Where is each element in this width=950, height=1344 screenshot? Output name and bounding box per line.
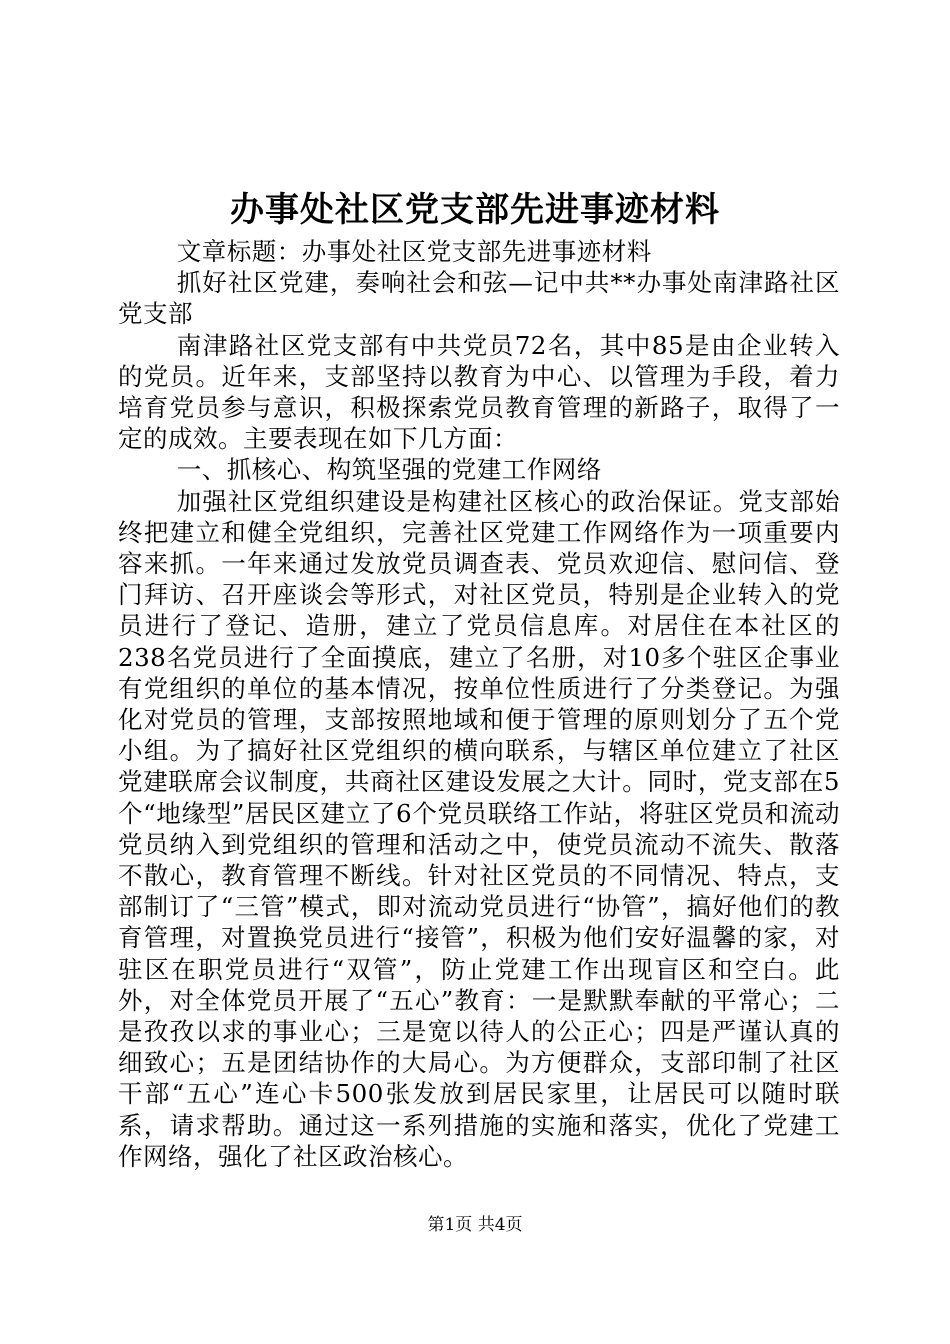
intro-paragraph: 南津路社区党支部有中共党员72名，其中85是由企业转入的党员。近年来，支部坚持以教育为中心、以管理为手段，着力培育党员参与意识，积极探索党员教育管理的新路子，取得了一定的成效。主要表现在如下几方面： [118, 330, 840, 454]
section-heading: 一、抓核心、构筑坚强的党建工作网络 [176, 455, 602, 485]
body-paragraph: 加强社区党组织建设是构建社区核心的政治保证。党支部始终把建立和健全党组织，完善社区党建工作网络作为一项重要内容来抓。一年来通过发放党员调查表、党员欢迎信、慰问信、登门拜访、召开座谈会等形式，对社区党员，特别是企业转入的党员进行了登记、造册，建立了党员信息库。对居住在本社区的238名党员进行了全面摸底，建立了名册，对10多个驻区企事业有党组织的单位的基本情况，按单位性质进行了分类登记。为强化对党员的管理，支部按照地域和便于管理的原则划分了五个党小组。为了搞好社区党组织的横向联系，与辖区单位建立了社区党建联席会议制度，共商社区建设发展之大计。同时，党支部在5个“地缘型”居民区建立了6个党员联络工作站，将驻区党员和流动党员纳入到党组织的管理和活动之中，使党员流动不流失、散落不散心，教育管理不断线。针对社区党员的不同情况、特点，支部制订了“三管”模式，即对流动党员进行“协管”，搞好他们的教育管理，对置换党员进行“接管”，积极为他们安好温馨的家，对驻区在职党员进行“双管”，防止党建工作出现盲区和空白。此外，对全体党员开展了“五心”教育：一是默默奉献的平常心；二是孜孜以求的事业心；三是宽以待人的公正心；四是严谨认真的细致心；五是团结协作的大局心。为方便群众，支部印制了社区干部“五心”连心卡500张发放到居民家里，让居民可以随时联系，请求帮助。通过这一系列措施的实施和落实，优化了党建工作网络，强化了社区政治核心。 [118, 486, 840, 1171]
document-title: 办事处社区党支部先进事迹材料 [230, 190, 720, 230]
subtitle-paragraph: 抓好社区党建，奏响社会和弦—记中共**办事处南津路社区党支部 [118, 268, 840, 329]
article-title-line: 文章标题：办事处社区党支部先进事迹材料 [176, 237, 652, 266]
page-number-footer: 第1页 共4页 [427, 1215, 523, 1235]
document-body [118, 236, 840, 1172]
